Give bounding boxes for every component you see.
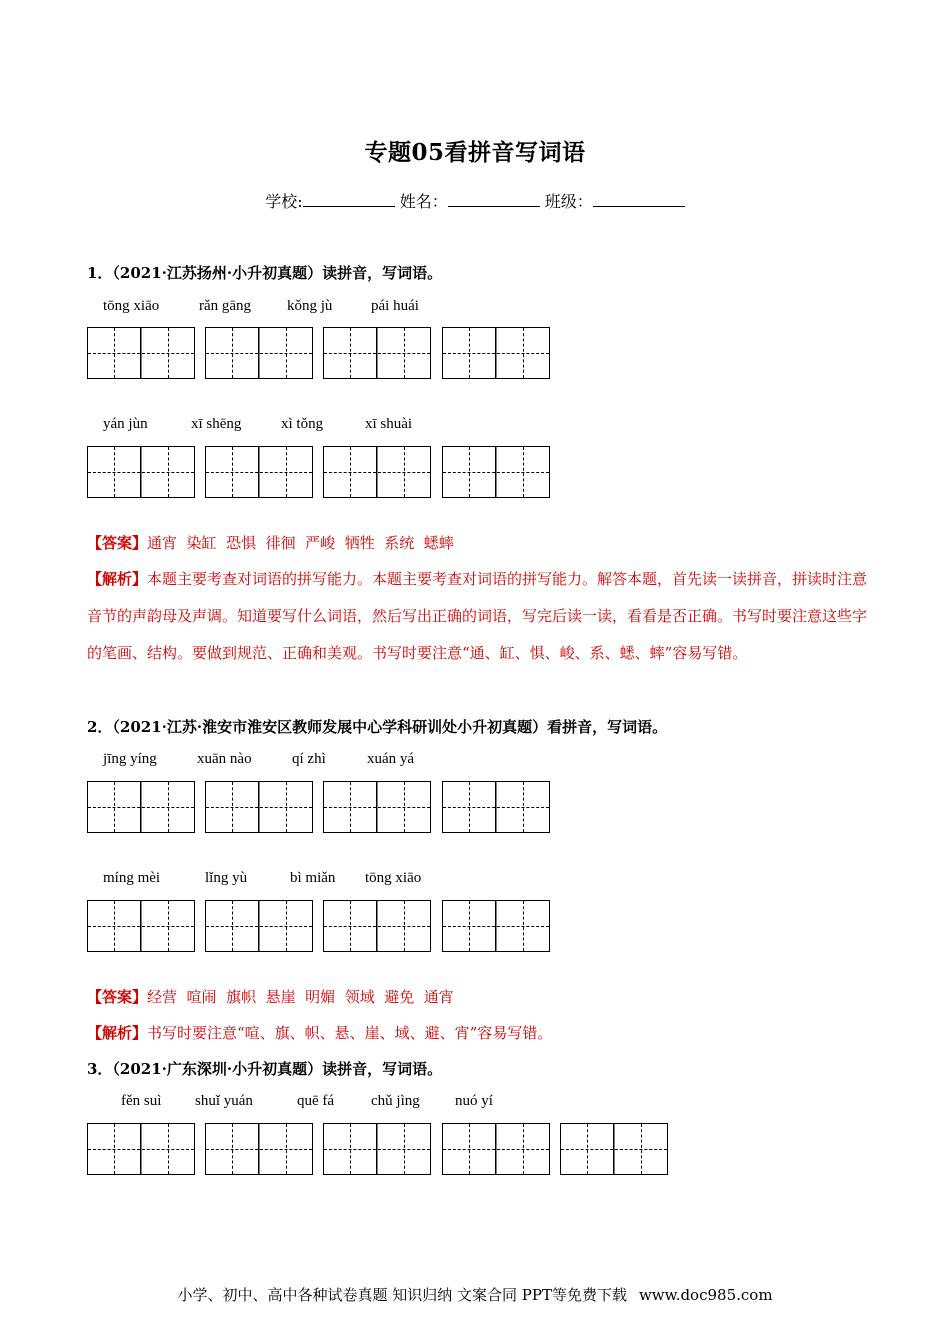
writing-box[interactable]	[323, 327, 431, 379]
pinyin: bì miǎn	[290, 870, 336, 886]
name-blank[interactable]	[448, 190, 540, 207]
pinyin: nuó yí	[455, 1093, 493, 1109]
school-blank[interactable]	[303, 190, 395, 207]
writing-box[interactable]	[323, 781, 431, 833]
pinyin: xī shēng	[191, 416, 242, 432]
answer-1	[87, 525, 877, 562]
pinyin: xuān nào	[197, 751, 252, 767]
writing-box[interactable]	[323, 1123, 431, 1175]
pinyin: xì tǒng	[281, 416, 324, 432]
pinyin: rǎn gāng	[199, 298, 252, 314]
writing-box[interactable]	[87, 1123, 195, 1175]
analysis-2	[87, 1015, 877, 1052]
pinyin: xuán yá	[367, 751, 415, 767]
analysis-tag: 【解析】	[87, 1024, 148, 1042]
writing-box[interactable]	[205, 327, 313, 379]
pinyin: qí zhì	[292, 751, 326, 767]
pinyin: tōng xiāo	[103, 298, 160, 314]
pinyin: jīng yíng	[103, 751, 157, 767]
page-footer	[0, 1284, 950, 1305]
writing-box[interactable]	[323, 900, 431, 952]
pinyin: kǒng jù	[287, 298, 333, 314]
pinyin: shuǐ yuán	[195, 1093, 253, 1109]
analysis-text: 书写时要注意“喧、旗、帜、悬、崖、域、避、宵”容易写错。	[147, 1024, 553, 1042]
writing-box[interactable]	[87, 446, 195, 498]
answer-text: 经营 喧闹 旗帜 悬崖 明媚 领域 避免 通宵	[147, 988, 454, 1006]
analysis-tag: 【解析】	[87, 570, 148, 588]
pinyin: lǐng yù	[205, 870, 248, 886]
analysis-text: 本题主要考查对词语的拼写能力。本题主要考查对词语的拼写能力。解答本题，首先读一读拼音，拼读时注意音节的声韵母及声调。知道要写什么词语，然后写出正确的词语，写完后读一读，看看是否正确。书写时要注意这些字的笔画、结构。要做到规范、正确和美观。书写时要注意“通、缸、惧、峻、系、蟋、蟀”容易写错。	[87, 570, 868, 662]
writing-box[interactable]	[442, 1123, 550, 1175]
name-label: 姓名：	[399, 192, 448, 211]
answer-text: 通宵 染缸 恐惧 徘徊 严峻 牺牲 系统 蟋蟀	[147, 534, 454, 552]
page-title: 专题05看拼音写词语	[364, 139, 586, 166]
writing-box[interactable]	[205, 1123, 313, 1175]
writing-box[interactable]	[442, 900, 550, 952]
student-info-line	[0, 189, 950, 212]
writing-box[interactable]	[87, 900, 195, 952]
pinyin: xī shuài	[365, 416, 413, 432]
class-blank[interactable]	[593, 190, 685, 207]
writing-box[interactable]	[442, 781, 550, 833]
writing-box[interactable]	[205, 446, 313, 498]
analysis-1	[87, 561, 877, 672]
writing-box[interactable]	[442, 446, 550, 498]
writing-box[interactable]	[442, 327, 550, 379]
footer-text: 小学、初中、高中各种试卷真题 知识归纳 文案合同 PPT等免费下载	[177, 1286, 627, 1304]
footer-url[interactable]: www.doc985.com	[638, 1286, 773, 1304]
writing-box[interactable]	[560, 1123, 668, 1175]
pinyin: quē fá	[297, 1093, 335, 1109]
pinyin: chǔ jìng	[371, 1093, 420, 1109]
pinyin: míng mèi	[103, 870, 161, 886]
pinyin: pái huái	[371, 298, 419, 314]
question-2-title: 2．（2021·江苏·淮安市淮安区教师发展中心学科研训处小升初真题）看拼音，写词语。	[87, 718, 668, 736]
answer-2	[87, 979, 877, 1016]
pinyin: fěn suì	[121, 1093, 162, 1109]
pinyin: tōng xiāo	[365, 870, 422, 886]
writing-box[interactable]	[87, 327, 195, 379]
answer-tag: 【答案】	[87, 534, 148, 552]
class-label: 班级：	[544, 192, 593, 211]
writing-box[interactable]	[205, 900, 313, 952]
writing-box[interactable]	[323, 446, 431, 498]
question-1-title: 1．（2021·江苏扬州·小升初真题）读拼音，写词语。	[87, 264, 443, 282]
writing-box[interactable]	[87, 781, 195, 833]
answer-tag: 【答案】	[87, 988, 148, 1006]
pinyin: yán jùn	[103, 416, 148, 432]
writing-box[interactable]	[205, 781, 313, 833]
question-3-title: 3．（2021·广东深圳·小升初真题）读拼音，写词语。	[87, 1060, 443, 1078]
school-label: 学校:	[265, 192, 303, 211]
